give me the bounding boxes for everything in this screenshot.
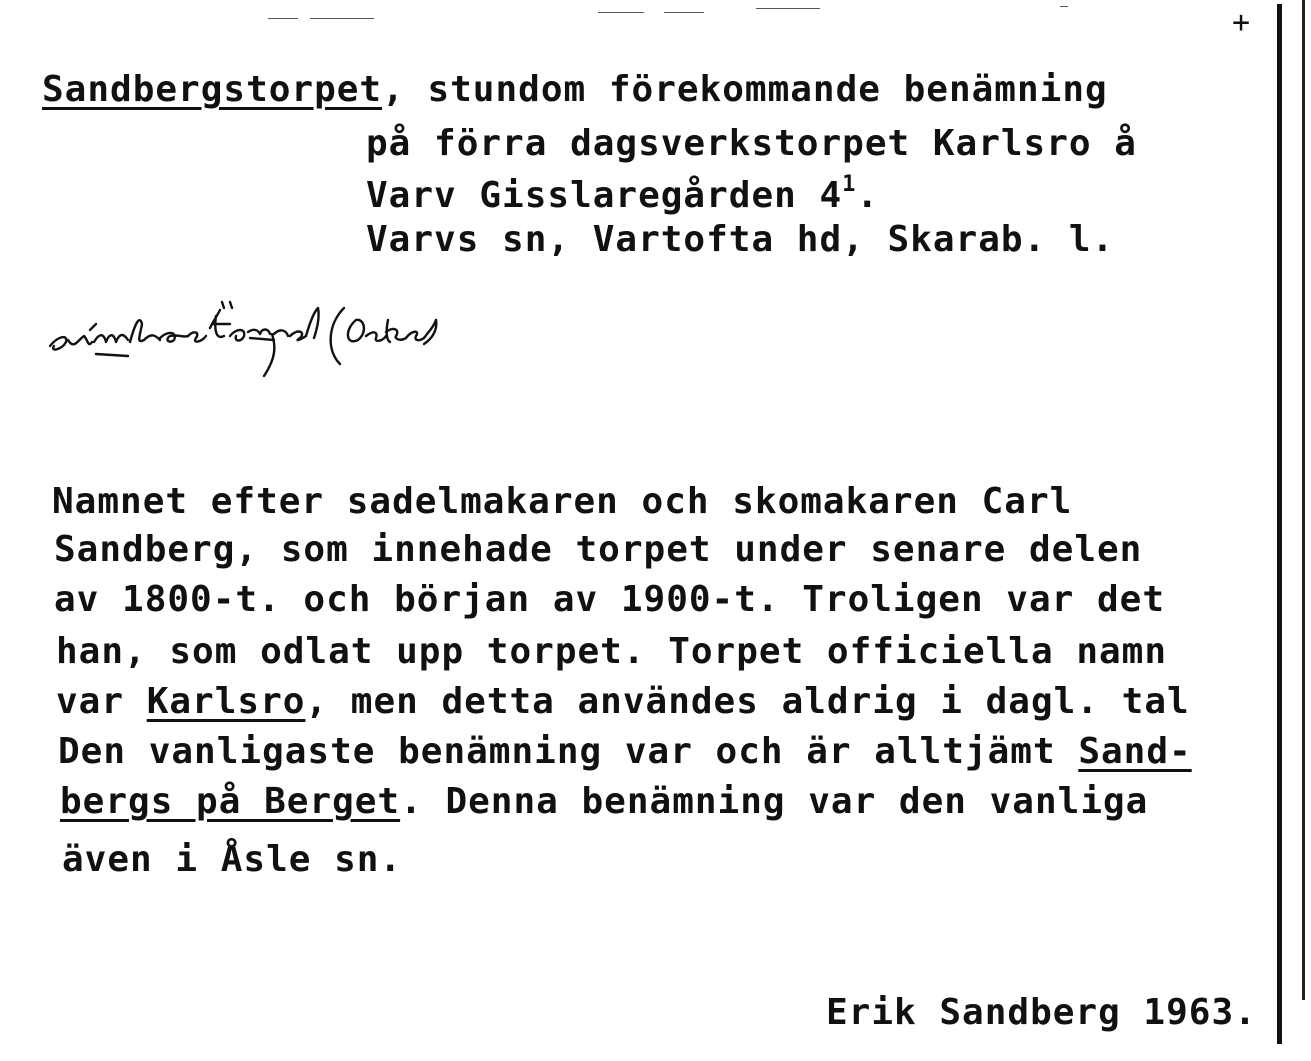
scan-mark	[756, 8, 820, 9]
body-line-1: Namnet efter sadelmakaren och skomakaren Carl	[52, 481, 1073, 522]
card-edge	[1302, 0, 1305, 1000]
scan-mark	[268, 18, 298, 19]
body-line-7-end: . Denna benämning var den vanliga	[400, 781, 1149, 822]
scan-mark	[664, 12, 704, 13]
common-name-part-2: bergs på Berget	[60, 781, 401, 822]
body-line-5	[56, 681, 1190, 722]
header-line-3	[366, 174, 879, 214]
handwritten-transcription: sàmbærstörpəl (Oskar)	[44, 280, 57, 281]
header-line-1-rest: , stundom förekommande benämning	[382, 69, 1108, 110]
footnote-mark: 1	[842, 172, 857, 197]
body-line-6-start: Den vanligaste benämning var och är alltjämt	[58, 731, 1079, 772]
header-line-3-text: Varv Gisslaregården 4	[366, 175, 843, 216]
header-line-3-end: .	[856, 175, 880, 216]
body-line-3: av 1800-t. och början av 1900-t. Troligen var det	[54, 579, 1166, 620]
body-line-8: även i Åsle sn.	[62, 839, 403, 880]
body-line-2: Sandberg, som innehade torpet under senare delen	[54, 529, 1143, 570]
body-line-7	[60, 781, 1149, 822]
body-line-6	[58, 731, 1192, 772]
header-line-2: på förra dagsverkstorpet Karlsro å	[366, 123, 1137, 164]
official-name: Karlsro	[146, 681, 306, 722]
header-line-4: Varvs sn, Vartofta hd, Skarab. l.	[366, 219, 1115, 260]
header-line-1	[42, 69, 1108, 110]
scan-mark	[310, 18, 374, 19]
entry-term: Sandbergstorpet	[42, 69, 383, 110]
body-line-5-start: var	[56, 681, 147, 722]
signature: Erik Sandberg 1963.	[826, 992, 1257, 1033]
scan-mark	[598, 12, 644, 13]
body-line-5-end: , men detta användes aldrig i dagl. tal	[305, 681, 1190, 722]
common-name-part-1: Sand-	[1078, 731, 1192, 772]
handwritten-pronunciation	[44, 280, 684, 380]
scan-mark	[1060, 6, 1068, 7]
card-edge	[1277, 4, 1282, 1044]
registration-mark: +	[1232, 5, 1251, 40]
body-line-4: han, som odlat upp torpet. Torpet officiella namn	[56, 631, 1168, 672]
